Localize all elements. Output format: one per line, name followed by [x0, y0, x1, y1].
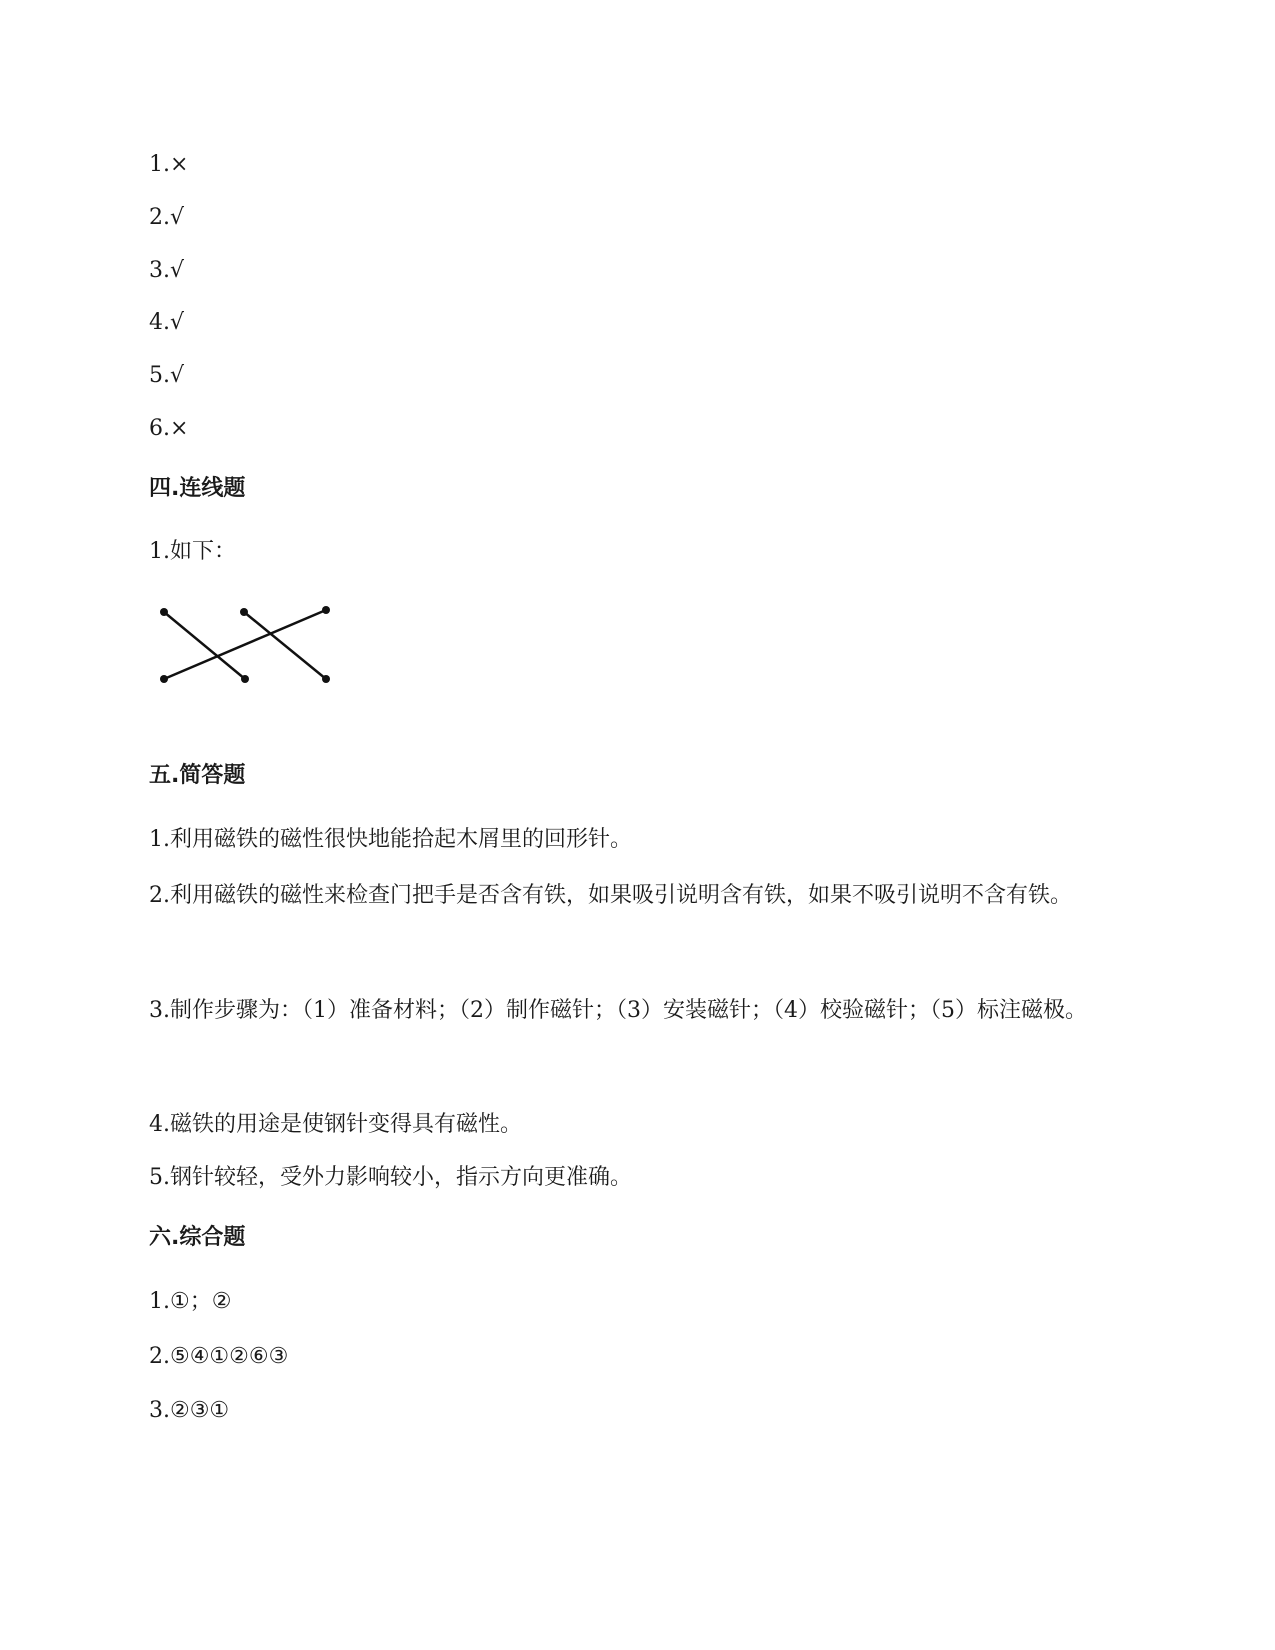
judgment-answer-5: 5.√ — [149, 363, 185, 388]
judgment-answer-4: 4.√ — [149, 310, 185, 335]
section-4-question-1: 1.如下： — [149, 539, 236, 564]
section-6-heading: 六.综合题 — [149, 1225, 246, 1250]
matching-dot-bottom-1 — [160, 675, 168, 683]
matching-dot-top-3 — [322, 606, 330, 614]
matching-dot-top-2 — [240, 608, 248, 616]
matching-lines-diagram — [150, 605, 340, 705]
section-5-answer-4: 4.磁铁的用途是使钢针变得具有磁性。 — [149, 1112, 522, 1137]
judgment-answer-2: 2.√ — [149, 205, 185, 230]
section-5-heading: 五.简答题 — [149, 763, 246, 788]
section-6-answer-3: 3.②③① — [149, 1398, 230, 1423]
section-5-answer-1: 1.利用磁铁的磁性很快地能拾起木屑里的回形针。 — [149, 827, 632, 852]
matching-dot-bottom-2 — [241, 675, 249, 683]
matching-dot-bottom-3 — [322, 675, 330, 683]
judgment-answer-3: 3.√ — [149, 258, 185, 283]
matching-dot-top-1 — [160, 608, 168, 616]
section-5-answer-3: 3.制作步骤为：（1）准备材料；（2）制作磁针；（3）安装磁针；（4）校验磁针；（5）标注磁极。 — [149, 998, 1087, 1023]
section-5-answer-2: 2.利用磁铁的磁性来检查门把手是否含有铁，如果吸引说明含有铁，如果不吸引说明不含有铁。 — [149, 883, 1072, 908]
matching-line-1 — [164, 612, 245, 679]
section-6-answer-2: 2.⑤④①②⑥③ — [149, 1344, 289, 1369]
judgment-answer-6: 6.× — [149, 416, 189, 441]
judgment-answer-1: 1.× — [149, 152, 189, 177]
matching-line-2 — [244, 612, 326, 679]
section-6-answer-1: 1.①；② — [149, 1289, 232, 1314]
section-4-heading: 四.连线题 — [149, 476, 246, 501]
matching-line-3 — [164, 610, 326, 679]
section-5-answer-5: 5.钢针较轻，受外力影响较小，指示方向更准确。 — [149, 1165, 632, 1190]
